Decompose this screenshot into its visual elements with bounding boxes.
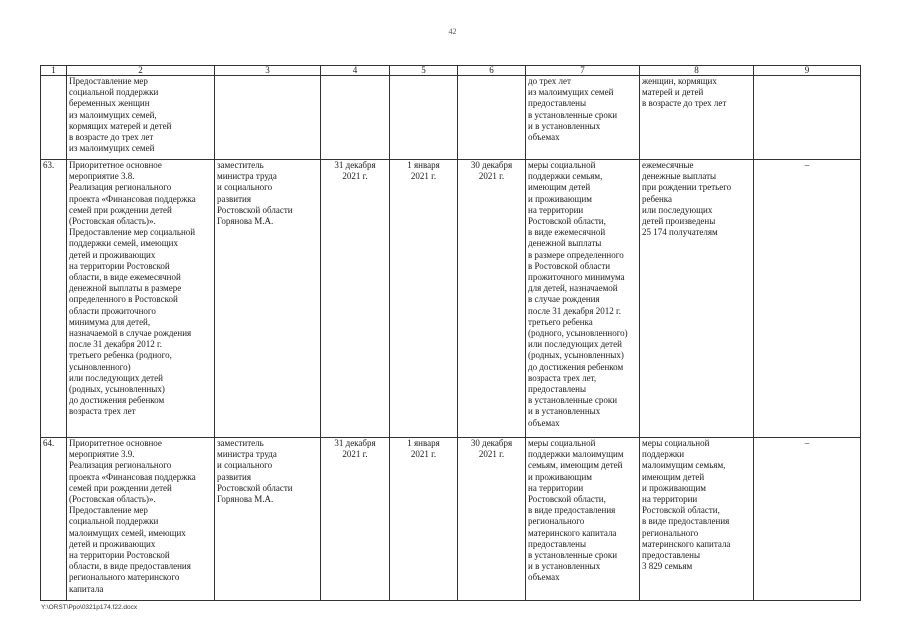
notes: – <box>754 160 861 438</box>
expected-result: меры социальной поддержки семьям, имеющим детей и проживающим на территории Ростовской области, в виде ежемесячной денежной выплаты в размере определенного в Ростовской области прожиточного минимума для детей, назначаемой в случае рождения после 31 декабря 2012 г. третьего ребенка (родного, усыновленного) или последующих детей (родных, усыновленных) до достижения ребенком возраста трех лет, предоставлены в установленные сроки и в установленных объемах <box>526 160 640 438</box>
start-date: 1 января 2021 г. <box>390 160 458 438</box>
start-date <box>390 76 458 160</box>
responsible-person: заместитель министра труда и социального развития Ростовской области Горянова М.А. <box>215 438 321 601</box>
column-header: 7 <box>526 66 640 76</box>
expected-result: до трех лет из малоимущих семей предоставлены в установленные сроки и в установленных объемах <box>526 76 640 160</box>
column-header: 9 <box>754 66 861 76</box>
column-header: 2 <box>67 66 215 76</box>
actual-result: женщин, кормящих матерей и детей в возрасте до трех лет <box>640 76 754 160</box>
responsible-person <box>215 76 321 160</box>
actual-result: ежемесячные денежные выплаты при рождении третьего ребенка или последующих детей произведены 25 174 получателям <box>640 160 754 438</box>
end-date: 30 декабря 2021 г. <box>458 438 526 601</box>
planned-date: 31 декабря 2021 г. <box>321 438 390 601</box>
start-date: 1 января 2021 г. <box>390 438 458 601</box>
column-number-row <box>41 66 861 76</box>
measure-description: Приоритетное основное мероприятие 3.9. Реализация регионального проекта «Финансовая поддержка семей при рождении детей (Ростовская область)». Предоставление мер социальной поддержки малоимущих семей, имеющих детей и проживающих на территории Ростовской области, в виде предоставления регионального материнского капитала <box>67 438 215 601</box>
notes: – <box>754 438 861 601</box>
table-row <box>41 160 861 438</box>
file-path-footer: Y:\ORST\Ppo\0321p174.f22.docx <box>41 604 138 611</box>
column-header: 4 <box>321 66 390 76</box>
row-number <box>41 76 67 160</box>
end-date <box>458 76 526 160</box>
row-number: 64. <box>41 438 67 601</box>
table-row <box>41 76 861 160</box>
report-table <box>40 65 861 601</box>
column-header: 5 <box>390 66 458 76</box>
table-row <box>41 438 861 601</box>
actual-result: меры социальной поддержки малоимущим семьям, имеющим детей и проживающим на территории Ростовской области, в виде предоставления регионального материнского капитала предоставлены 3 829 семьям <box>640 438 754 601</box>
column-header: 1 <box>41 66 67 76</box>
column-header: 6 <box>458 66 526 76</box>
planned-date: 31 декабря 2021 г. <box>321 160 390 438</box>
measure-description: Предоставление мер социальной поддержки беременных женщин из малоимущих семей, кормящих матерей и детей в возрасте до трех лет из малоимущих семей <box>67 76 215 160</box>
expected-result: меры социальной поддержки малоимущим семьям, имеющим детей и проживающим на территории Ростовской области, в виде предоставления регионального материнского капитала предоставлены в установленные сроки и в установленных объемах <box>526 438 640 601</box>
page-number: 42 <box>448 27 457 36</box>
measure-description: Приоритетное основное мероприятие 3.8. Реализация регионального проекта «Финансовая поддержка семей при рождении детей (Ростовская область)». Предоставление мер социальной поддержки семей, имеющих детей и проживающих на территории Ростовской области, в виде ежемесячной денежной выплаты в размере определенного в Ростовской области прожиточного минимума для детей, назначаемой в случае рождения после 31 декабря 2012 г. третьего ребенка (родного, усыновленного) или последующих детей (родных, усыновленных) до достижения ребенком возраста трех лет <box>67 160 215 438</box>
notes <box>754 76 861 160</box>
end-date: 30 декабря 2021 г. <box>458 160 526 438</box>
responsible-person: заместитель министра труда и социального развития Ростовской области Горянова М.А. <box>215 160 321 438</box>
planned-date <box>321 76 390 160</box>
row-number: 63. <box>41 160 67 438</box>
column-header: 3 <box>215 66 321 76</box>
column-header: 8 <box>640 66 754 76</box>
